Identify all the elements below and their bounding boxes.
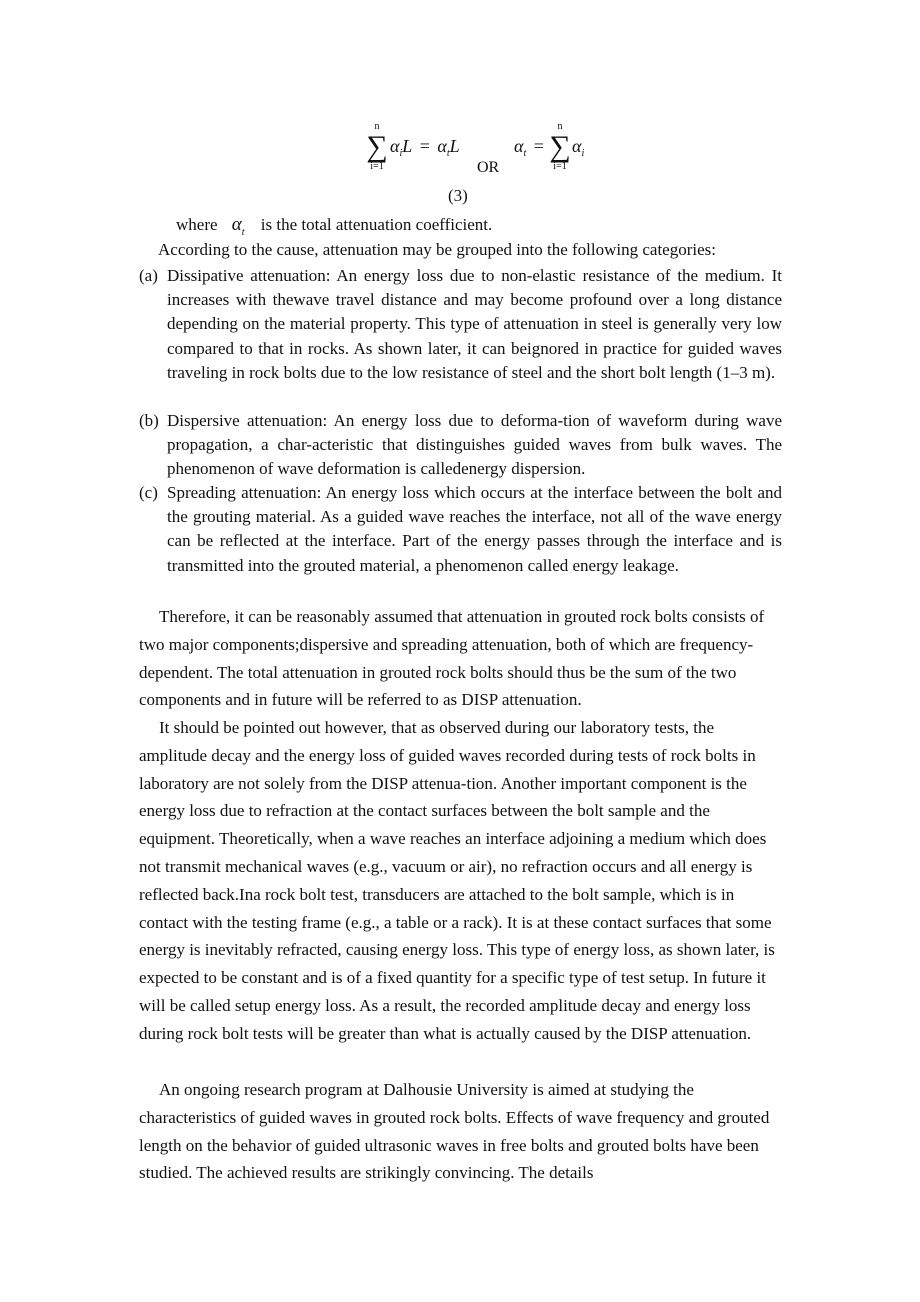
paragraph-setup-loss: It should be pointed out however, that as observed during our laboratory tests, the amplitude decay and the energy loss of guided waves recorded during tests of rock bolts in laboratory are not solely from the DISP attenua-tion. Another important component is the energy loss due to refraction at the contact surfaces between the bolt sample and the equipment. Theoretically, when a wave reaches an interface adjoining a medium which does not transmit mechanical waves (e.g., vacuum or air), no refraction occurs and all energy is reflected back.Ina rock bolt test, transducers are attached to the bolt sample, which is in contact with the testing frame (e.g., a table or a rack). It is at these contact surfaces that some energy is inevitably refracted, causing energy loss. This type of energy loss, as shown later, is expected to be constant and is of a fixed quantity for a specific type of test setup. In future it will be called setup energy loss. As a result, the recorded amplitude decay and energy loss during rock bolt tests will be greater than what is actually caused by the DISP attenuation. <box>139 718 775 1043</box>
right-alpha-i: $\alpha_i$ <box>572 136 585 159</box>
left-summation <box>366 122 388 172</box>
list-text: Spreading attenuation: An energy loss which occurs at the interface between the bolt and the grouting material. As a guided wave reaches the interface, not all of the wave energy can be reflected at the interface. Part of the energy passes through the interface and is transmitted into the grouted material, a phenomenon called energy leakage. <box>167 483 782 575</box>
or-text: OR <box>477 159 500 176</box>
list-label: (a) <box>139 266 158 285</box>
right-summation: n ∑ i=1 <box>549 121 571 172</box>
where-line: where $\alpha_t$ is the total attenuation coefficient. <box>176 214 493 238</box>
right-lhs: $\alpha_t$ = <box>514 136 544 159</box>
list-text: Dissipative attenuation: An energy loss due to non-elastic resistance of the medium. It increases with thewave travel distance and may become profound over a long distance depending on the material property. This type of attenuation in steel is generally very low compared to that in rocks. As shown later, it can beignored in practice for guided waves traveling in rock bolts due to the low resistance of steel and the short bolt length (1–3 m). <box>167 266 782 382</box>
left-sum-upper: n <box>374 121 380 132</box>
list-label: (c) <box>139 483 158 502</box>
alpha-t-symbol: $\alpha_t$ <box>231 214 245 238</box>
paragraph-therefore: Therefore, it can be reasonably assumed that attenuation in grouted rock bolts consists of two major components;dispersive and spreading attenuation, both of which are frequency-dependent. The total attenuation in grouted rock bolts should thus be the sum of the two components and in future will be referred to as DISP attenuation. <box>139 607 765 710</box>
alpha-i: α <box>390 136 400 156</box>
list-item-a <box>139 264 782 385</box>
list-text: Dispersive attenuation: An energy loss due to deforma-tion of waveform during wave propagation, a char-acteristic that distinguishes guided waves from bulk waves. The phenomenon of wave deformation is calledenergy dispersion. <box>167 411 782 479</box>
list-label: (b) <box>139 411 159 430</box>
left-sum-lower: i=1 <box>370 161 384 172</box>
paragraph-research-program: An ongoing research program at Dalhousie University is aimed at studying the characteristics of guided waves in grouted rock bolts. Effects of wave frequency and grouted length on the behavior of guided ultrasonic waves in free bolts and grouted bolts have been studied. The achieved results are strikingly convincing. The details <box>139 1080 770 1183</box>
list-item-c <box>139 481 782 578</box>
left-expression: $\alpha_iL = \alpha_tL$ <box>390 136 460 159</box>
list-item-b <box>139 409 782 482</box>
sigma-symbol: ∑ <box>366 130 388 163</box>
intro-sentence: According to the cause, attenuation may be grouped into the following categories: <box>158 240 716 259</box>
equation-number: (3) <box>448 186 468 205</box>
alpha-t: α <box>437 136 447 156</box>
